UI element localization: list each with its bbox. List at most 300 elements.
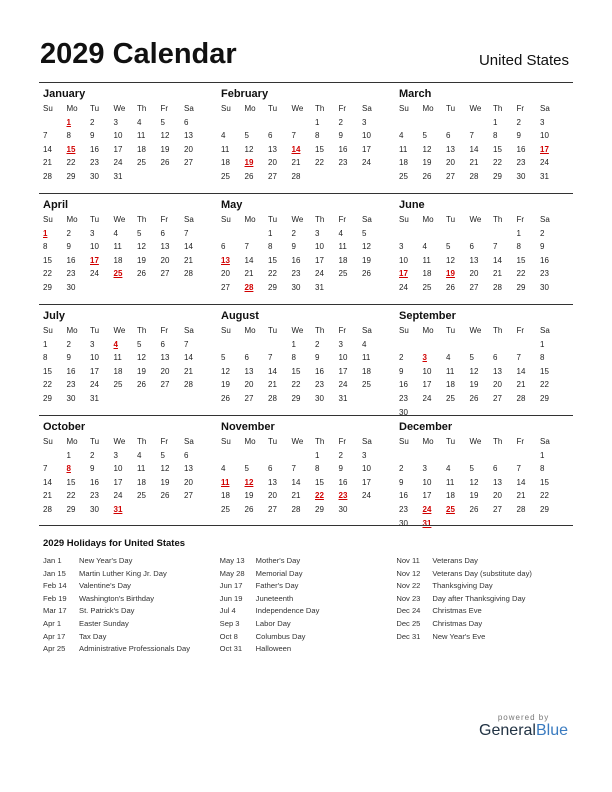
holiday-day-cell: 31 xyxy=(422,518,432,528)
day-cell: 22 xyxy=(268,269,277,279)
day-cell: 1 xyxy=(516,228,521,238)
day-cell: 11 xyxy=(422,255,431,265)
day-cell: 28 xyxy=(469,171,479,181)
week-row xyxy=(221,143,395,157)
empty-day-cell xyxy=(362,392,386,406)
holiday-name: Washington's Birthday xyxy=(79,593,155,603)
weekday-header xyxy=(399,213,573,227)
month-name: September xyxy=(399,310,456,322)
weekday-label: Fr xyxy=(160,326,169,335)
day-cell: 6 xyxy=(244,353,249,363)
day-cell: 12 xyxy=(422,144,432,154)
day-cell: 13 xyxy=(446,144,455,154)
month-name: March xyxy=(399,88,432,100)
weekday-label: Mo xyxy=(66,437,78,446)
day-cell: 30 xyxy=(90,504,99,514)
day-cell: 4 xyxy=(422,242,427,252)
weekday-label: Mo xyxy=(422,215,434,224)
week-row xyxy=(43,143,217,157)
day-cell: 13 xyxy=(160,353,170,363)
day-cell: 11 xyxy=(113,353,122,363)
day-cell: 4 xyxy=(399,131,404,141)
holiday-date: Apr 1 xyxy=(43,618,62,628)
holiday-name: Valentine's Day xyxy=(79,581,131,591)
day-cell: 29 xyxy=(540,504,549,514)
week-row xyxy=(221,254,395,268)
weekday-header xyxy=(399,102,573,116)
day-cell: 14 xyxy=(469,144,479,154)
empty-day-cell xyxy=(339,281,363,295)
empty-day-cell xyxy=(90,281,114,295)
day-cell: 21 xyxy=(43,158,52,168)
holiday-day-cell: 3 xyxy=(422,353,427,363)
empty-day-cell xyxy=(315,170,339,184)
week-row xyxy=(221,156,395,170)
weekday-label: We xyxy=(291,326,304,335)
weekday-label: Tu xyxy=(268,326,278,335)
day-cell: 7 xyxy=(493,242,498,252)
weekday-label: Sa xyxy=(184,437,194,446)
empty-day-cell xyxy=(43,449,67,463)
day-cell: 9 xyxy=(338,464,343,474)
weekday-label: Fr xyxy=(516,215,525,224)
day-cell: 20 xyxy=(184,477,193,487)
weekday-label: Sa xyxy=(540,326,550,335)
month-name: August xyxy=(221,310,259,322)
week-row xyxy=(221,170,395,184)
day-cell: 19 xyxy=(422,158,432,168)
day-cell: 18 xyxy=(446,380,455,390)
day-cell: 5 xyxy=(469,353,474,363)
empty-day-cell xyxy=(446,338,470,352)
day-cell: 31 xyxy=(90,393,99,403)
day-cell: 6 xyxy=(493,353,498,363)
day-cell: 7 xyxy=(43,131,48,141)
day-cell: 6 xyxy=(469,242,474,252)
month-block xyxy=(217,416,395,526)
weekday-label: Su xyxy=(399,326,409,335)
day-cell: 27 xyxy=(160,269,170,279)
day-cell: 18 xyxy=(137,144,146,154)
holiday-name: Juneteenth xyxy=(255,593,294,603)
weekday-header xyxy=(43,324,217,338)
day-cell: 27 xyxy=(160,380,170,390)
day-cell: 5 xyxy=(160,117,165,127)
day-cell: 21 xyxy=(291,158,301,168)
weekday-header xyxy=(43,213,217,227)
day-cell: 23 xyxy=(399,393,408,403)
weekday-label: Th xyxy=(493,104,503,113)
day-cell: 12 xyxy=(137,242,146,252)
week-row xyxy=(43,365,217,379)
week-row xyxy=(221,476,395,490)
day-cell: 10 xyxy=(338,353,348,363)
empty-day-cell xyxy=(161,170,185,184)
weekday-label: Mo xyxy=(244,326,256,335)
holiday-day-cell: 13 xyxy=(221,255,230,265)
week-row xyxy=(399,170,573,184)
day-cell: 14 xyxy=(43,477,52,487)
weekday-label: Mo xyxy=(66,104,78,113)
day-cell: 18 xyxy=(113,366,123,376)
holiday-date: Dec 25 xyxy=(396,618,421,628)
day-cell: 29 xyxy=(43,393,52,403)
holiday-date: May 13 xyxy=(219,556,245,565)
week-row xyxy=(221,116,395,130)
day-cell: 18 xyxy=(221,491,230,501)
day-cell: 29 xyxy=(315,504,324,514)
day-cell: 1 xyxy=(493,117,498,127)
day-cell: 21 xyxy=(493,269,502,279)
week-row xyxy=(399,240,573,254)
day-cell: 24 xyxy=(90,380,99,390)
month-row xyxy=(39,82,573,193)
week-row xyxy=(43,449,217,463)
weekday-label: Sa xyxy=(184,215,194,224)
week-row xyxy=(221,240,395,254)
day-cell: 15 xyxy=(268,255,277,265)
day-cell: 28 xyxy=(43,171,52,181)
month-block xyxy=(217,194,395,304)
day-cell: 11 xyxy=(446,366,455,376)
holiday-item xyxy=(43,593,220,606)
day-cell: 29 xyxy=(516,282,526,292)
day-cell: 27 xyxy=(184,158,193,168)
page-title: 2029 Calendar xyxy=(40,38,237,70)
month-name: December xyxy=(399,421,453,433)
day-cell: 28 xyxy=(268,393,277,403)
brand-blue: Blue xyxy=(535,722,568,739)
holiday-date: Dec 31 xyxy=(396,631,421,641)
day-cell: 26 xyxy=(446,282,455,292)
empty-day-cell xyxy=(470,449,494,463)
holiday-name: New Year's Eve xyxy=(432,631,486,641)
holiday-item xyxy=(43,643,220,656)
week-row xyxy=(399,503,573,517)
empty-day-cell xyxy=(399,449,423,463)
holiday-day-cell: 4 xyxy=(113,339,118,349)
day-cell: 16 xyxy=(338,477,348,487)
day-cell: 19 xyxy=(244,491,254,501)
day-cell: 15 xyxy=(66,477,76,487)
month-block xyxy=(39,194,217,304)
day-cell: 8 xyxy=(66,131,71,141)
weekday-label: Th xyxy=(493,437,503,446)
day-cell: 10 xyxy=(315,242,324,252)
day-cell: 2 xyxy=(291,228,296,238)
month-name: May xyxy=(221,199,243,211)
holiday-item xyxy=(43,568,220,581)
day-cell: 25 xyxy=(362,380,371,390)
holiday-date: Sep 3 xyxy=(219,618,240,628)
empty-day-cell xyxy=(184,503,208,517)
empty-day-cell xyxy=(221,449,245,463)
week-row xyxy=(43,240,217,254)
holiday-name: New Year's Day xyxy=(79,556,133,565)
weekday-label: Tu xyxy=(268,215,278,224)
day-cell: 19 xyxy=(160,144,170,154)
empty-day-cell xyxy=(362,170,386,184)
holiday-day-cell: 1 xyxy=(66,117,71,127)
day-cell: 13 xyxy=(184,464,193,474)
week-row xyxy=(221,365,395,379)
weekday-label: Tu xyxy=(90,437,100,446)
empty-day-cell xyxy=(399,116,423,130)
holiday-item xyxy=(396,593,573,606)
holiday-date: Jan 15 xyxy=(43,568,66,578)
weekday-header xyxy=(399,324,573,338)
day-cell: 28 xyxy=(516,504,526,514)
weekday-label: We xyxy=(469,104,482,113)
holiday-day-cell: 28 xyxy=(244,282,254,292)
weekday-label: Sa xyxy=(362,215,372,224)
week-row xyxy=(399,281,573,295)
day-cell: 4 xyxy=(137,117,142,127)
week-row xyxy=(221,129,395,143)
weekday-label: Fr xyxy=(516,104,525,113)
holiday-column xyxy=(396,555,573,656)
week-row xyxy=(221,227,395,241)
month-name: January xyxy=(43,88,86,100)
holiday-item xyxy=(43,580,220,593)
day-cell: 27 xyxy=(244,393,254,403)
day-cell: 26 xyxy=(469,393,479,403)
holiday-item xyxy=(396,618,573,631)
day-cell: 11 xyxy=(221,144,230,154)
weekday-label: Tu xyxy=(268,104,278,113)
weekday-header xyxy=(43,102,217,116)
day-cell: 7 xyxy=(43,464,48,474)
month-name: February xyxy=(221,88,269,100)
holiday-date: Apr 17 xyxy=(43,631,66,641)
day-cell: 26 xyxy=(469,504,479,514)
week-row xyxy=(43,254,217,268)
week-row xyxy=(399,462,573,476)
day-cell: 1 xyxy=(540,339,545,349)
empty-day-cell xyxy=(446,116,470,130)
day-cell: 26 xyxy=(160,491,170,501)
day-cell: 30 xyxy=(66,282,76,292)
empty-day-cell xyxy=(245,227,269,241)
empty-day-cell xyxy=(184,392,208,406)
weekday-label: We xyxy=(291,215,304,224)
day-cell: 1 xyxy=(315,450,320,460)
empty-day-cell xyxy=(184,170,208,184)
day-cell: 26 xyxy=(362,269,371,279)
holiday-item xyxy=(220,568,397,581)
holiday-date: Apr 25 xyxy=(43,644,66,654)
day-cell: 18 xyxy=(422,269,432,279)
weekday-label: Sa xyxy=(362,326,372,335)
day-cell: 15 xyxy=(540,477,549,487)
week-row xyxy=(43,170,217,184)
day-cell: 27 xyxy=(493,393,502,403)
day-cell: 8 xyxy=(493,131,498,141)
day-cell: 30 xyxy=(338,504,348,514)
week-row xyxy=(43,227,217,241)
month-row xyxy=(39,304,573,415)
day-cell: 9 xyxy=(399,477,404,487)
day-cell: 18 xyxy=(221,158,230,168)
month-name: October xyxy=(43,421,86,433)
empty-day-cell xyxy=(221,338,245,352)
weekday-label: Th xyxy=(315,437,325,446)
week-row xyxy=(399,129,573,143)
week-row xyxy=(43,338,217,352)
day-cell: 8 xyxy=(315,464,320,474)
holiday-name: Mother's Day xyxy=(255,556,301,565)
holiday-day-cell: 17 xyxy=(399,269,408,279)
holiday-day-cell: 1 xyxy=(43,228,48,238)
weekday-label: Tu xyxy=(446,326,456,335)
day-cell: 8 xyxy=(540,353,545,363)
powered-by-text: powered by xyxy=(497,713,550,722)
day-cell: 13 xyxy=(268,477,277,487)
holiday-day-cell: 19 xyxy=(244,158,254,168)
day-cell: 25 xyxy=(221,171,230,181)
holiday-date: Feb 14 xyxy=(43,581,67,591)
holiday-name: Easter Sunday xyxy=(79,618,129,628)
day-cell: 11 xyxy=(137,131,146,141)
weekday-label: Mo xyxy=(244,215,256,224)
day-cell: 20 xyxy=(493,380,502,390)
day-cell: 17 xyxy=(422,380,432,390)
day-cell: 23 xyxy=(90,491,99,501)
day-cell: 21 xyxy=(291,491,301,501)
weekday-label: Tu xyxy=(446,215,456,224)
empty-day-cell xyxy=(137,170,161,184)
day-cell: 2 xyxy=(399,353,404,363)
month-name: June xyxy=(399,199,425,211)
empty-day-cell xyxy=(184,281,208,295)
holiday-item xyxy=(43,631,220,644)
day-cell: 20 xyxy=(493,491,502,501)
day-cell: 22 xyxy=(66,491,76,501)
weekday-label: Sa xyxy=(540,104,550,113)
weekday-label: Su xyxy=(43,437,53,446)
holiday-item xyxy=(396,605,573,618)
weekday-label: Tu xyxy=(446,104,456,113)
week-row xyxy=(399,143,573,157)
day-cell: 25 xyxy=(338,269,348,279)
day-cell: 20 xyxy=(160,366,170,376)
day-cell: 7 xyxy=(469,131,474,141)
holiday-column xyxy=(220,555,397,656)
empty-day-cell xyxy=(362,281,386,295)
day-cell: 2 xyxy=(66,228,71,238)
day-cell: 9 xyxy=(90,464,95,474)
week-row xyxy=(43,116,217,130)
day-cell: 20 xyxy=(244,380,254,390)
day-cell: 26 xyxy=(422,171,432,181)
day-cell: 5 xyxy=(362,228,367,238)
holiday-day-cell: 17 xyxy=(540,144,549,154)
day-cell: 10 xyxy=(362,131,371,141)
day-cell: 31 xyxy=(113,171,123,181)
empty-day-cell xyxy=(137,392,161,406)
weekday-label: Sa xyxy=(540,437,550,446)
day-cell: 17 xyxy=(113,477,123,487)
day-cell: 2 xyxy=(516,117,521,127)
day-cell: 27 xyxy=(446,171,455,181)
weekday-label: We xyxy=(113,437,126,446)
day-cell: 12 xyxy=(469,477,479,487)
week-row xyxy=(399,254,573,268)
day-cell: 11 xyxy=(113,242,122,252)
day-cell: 23 xyxy=(516,158,526,168)
day-cell: 28 xyxy=(184,380,193,390)
month-block xyxy=(395,194,573,304)
holiday-list-title: 2029 Holidays for United States xyxy=(43,538,186,549)
holiday-day-cell: 24 xyxy=(422,504,432,514)
weekday-label: Su xyxy=(43,104,53,113)
holiday-date: Jul 4 xyxy=(219,606,236,616)
day-cell: 6 xyxy=(268,131,273,141)
day-cell: 3 xyxy=(362,117,367,127)
holiday-name: Father's Day xyxy=(255,581,299,591)
holiday-name: Veterans Day (substitute day) xyxy=(432,568,532,578)
day-cell: 18 xyxy=(113,255,123,265)
month-name: November xyxy=(221,421,275,433)
day-cell: 11 xyxy=(362,353,371,363)
day-cell: 12 xyxy=(221,366,230,376)
day-cell: 10 xyxy=(90,353,99,363)
day-cell: 1 xyxy=(540,450,545,460)
day-cell: 15 xyxy=(516,255,526,265)
empty-day-cell xyxy=(268,338,292,352)
holiday-item xyxy=(396,580,573,593)
weekday-label: Th xyxy=(137,437,147,446)
day-cell: 24 xyxy=(362,491,371,501)
weekday-header xyxy=(221,435,395,449)
empty-day-cell xyxy=(423,338,447,352)
day-cell: 24 xyxy=(90,269,99,279)
day-cell: 8 xyxy=(516,242,521,252)
day-cell: 13 xyxy=(268,144,277,154)
day-cell: 27 xyxy=(268,171,277,181)
day-cell: 24 xyxy=(338,380,348,390)
empty-day-cell xyxy=(114,392,138,406)
day-cell: 25 xyxy=(446,393,455,403)
empty-day-cell xyxy=(517,338,541,352)
empty-day-cell xyxy=(446,449,470,463)
day-cell: 22 xyxy=(291,380,301,390)
day-cell: 26 xyxy=(137,380,146,390)
day-cell: 24 xyxy=(422,393,432,403)
day-cell: 19 xyxy=(137,255,146,265)
weekday-label: Tu xyxy=(90,215,100,224)
day-cell: 19 xyxy=(221,380,230,390)
weekday-label: Tu xyxy=(268,437,278,446)
month-row xyxy=(39,415,573,526)
day-cell: 4 xyxy=(113,228,118,238)
day-cell: 16 xyxy=(399,491,408,501)
empty-day-cell xyxy=(423,227,447,241)
weekday-label: Mo xyxy=(244,437,256,446)
holiday-name: Thanksgiving Day xyxy=(432,581,493,591)
empty-day-cell xyxy=(493,227,517,241)
day-cell: 17 xyxy=(362,477,371,487)
day-cell: 7 xyxy=(291,464,296,474)
day-cell: 17 xyxy=(315,255,324,265)
weekday-header xyxy=(221,324,395,338)
day-cell: 3 xyxy=(113,117,118,127)
week-row xyxy=(43,392,217,406)
day-cell: 3 xyxy=(338,339,343,349)
footer-brand[interactable] xyxy=(479,713,568,740)
week-row xyxy=(221,503,395,517)
day-cell: 27 xyxy=(221,282,230,292)
